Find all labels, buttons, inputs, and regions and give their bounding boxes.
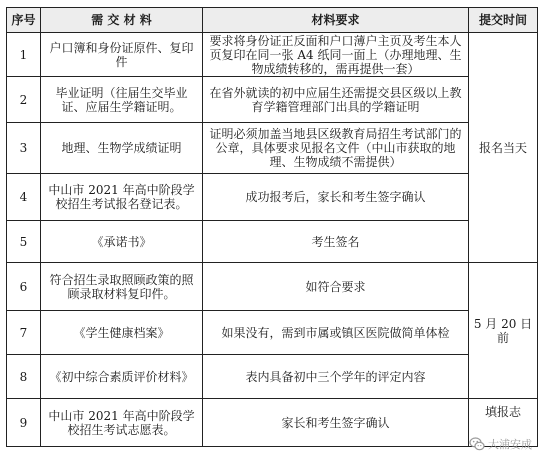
table-row [7,33,538,77]
table-row [7,221,538,263]
watermark-text: 大浦安成 [488,438,532,451]
row-material: 《初中综合素质评价材料》 [41,355,203,399]
table-row [7,77,538,123]
row-no: 2 [7,77,41,123]
watermark [469,436,532,452]
row-requirement: 证明必须加盖当地县区级教育局招生考试部门的公章，具体要求见报名文件（中山市获取的地理、生物成绩不需提供） [203,123,469,174]
row-requirement: 要求将身份证正反面和户口薄户主页及考生本人页复印在同一张 A4 纸同一面上（办理地理、生物成绩转移的，需再提供一套） [203,33,469,77]
row-requirement: 如果没有，需到市属或镇区医院做简单体检 [203,311,469,355]
table-header-row [7,8,538,33]
row-requirement: 考生签名 [203,221,469,263]
row-no: 1 [7,33,41,77]
row-requirement: 表内具备初中三个学年的评定内容 [203,355,469,399]
row-material: 中山市 2021 年高中阶段学校招生考试志愿表。 [41,399,203,447]
row-material: 毕业证明（往届生交毕业证、应届生学籍证明。 [41,77,203,123]
materials-table [6,7,538,447]
header-time: 提交时间 [469,8,538,33]
row-material: 中山市 2021 年高中阶段学校招生考试报名登记表。 [41,174,203,221]
row-no: 9 [7,399,41,447]
time-registration-day: 报名当天 [469,33,538,263]
table-row [7,311,538,355]
table-row [7,399,538,447]
table-row [7,263,538,311]
time-may-20: 5 月 20 日前 [469,263,538,399]
row-no: 6 [7,263,41,311]
row-material: 符合招生录取照顾政策的照顾录取材料复印件。 [41,263,203,311]
row-material: 《承诺书》 [41,221,203,263]
row-requirement: 成功报考后，家长和考生签字确认 [203,174,469,221]
row-material: 户口簿和身份证原件、复印件 [41,33,203,77]
time-volunteer-fill: 填报志 [469,399,538,447]
row-requirement: 如符合要求 [203,263,469,311]
header-no: 序号 [7,8,41,33]
row-no: 8 [7,355,41,399]
row-material: 地理、生物学成绩证明 [41,123,203,174]
wechat-logo-icon [469,436,485,452]
row-no: 4 [7,174,41,221]
header-requirement: 材料要求 [203,8,469,33]
row-requirement: 家长和考生签字确认 [203,399,469,447]
row-no: 7 [7,311,41,355]
table-row [7,123,538,174]
row-no: 3 [7,123,41,174]
row-requirement: 在省外就读的初中应届生还需提交县区级以上教育学籍管理部门出具的学籍证明 [203,77,469,123]
row-no: 5 [7,221,41,263]
header-material: 需 交 材 料 [41,8,203,33]
table-row [7,174,538,221]
row-material: 《学生健康档案》 [41,311,203,355]
table-row [7,355,538,399]
